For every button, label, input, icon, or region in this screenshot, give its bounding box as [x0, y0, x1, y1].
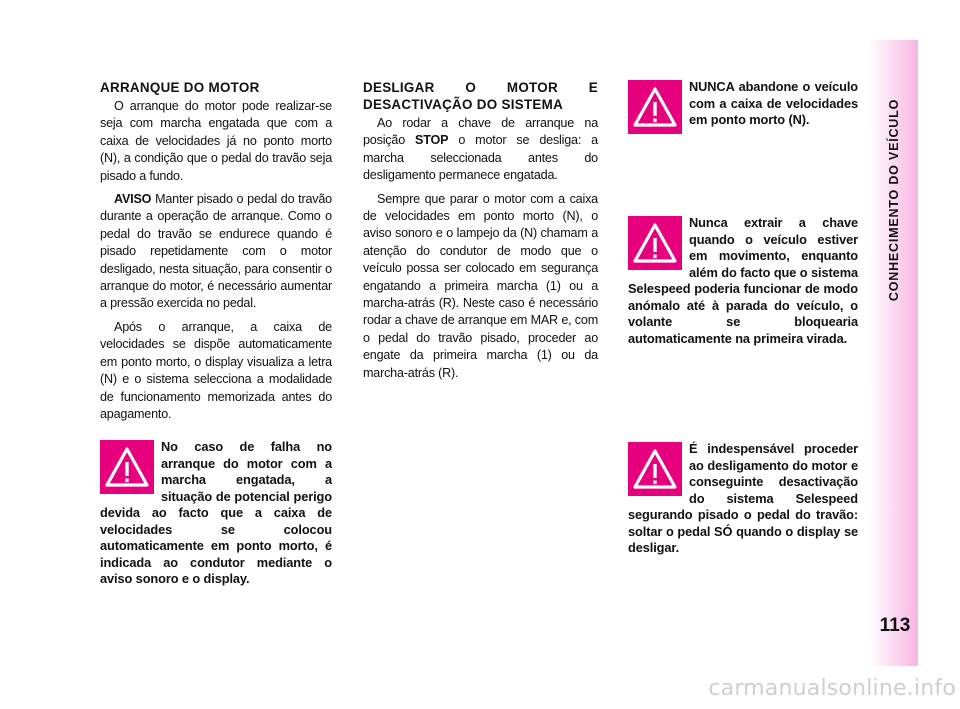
warning-text-start-failure: No caso de falha no arranque do motor com a marcha engatada, a situação de potencial perigo devida ao facto que a caixa de velocidades se colocou automaticamente em ponto morto, é indicada ao condutor mediante o aviso sonoro e o display.: [100, 439, 332, 586]
page-number: 113: [879, 615, 911, 636]
warning-box-brake: [628, 441, 858, 557]
warning-box-neutral: [628, 79, 858, 136]
paragraph-aviso: AVISO Manter pisado o pedal do travão durante a operação de arranque. Como o pedal do travão se endurece quando é pisado repetidamente com o motor desligado, nesta situação, para consentir o arranque do motor, é necessário aumentar a pressão exercida no pedal.: [100, 192, 332, 311]
paragraph-start-1: O arranque do motor pode realizar-se seja com marcha engatada que com a caixa de velocidades já no ponto morto (N), a condição que o pedal do travão seja pisado a fundo.: [100, 99, 332, 183]
column-engine-stop: [363, 79, 598, 388]
paragraph-stop-1: Ao rodar a chave de arranque na posição STOP o motor se desliga: a marcha seleccionada antes do desligamento permanece engatada.: [363, 116, 598, 183]
warning-triangle-icon: [628, 216, 682, 270]
section-title: [870, 40, 918, 360]
heading-engine-stop: DESLIGAR O MOTOR E DESACTIVAÇÃO DO SISTEMA: [363, 80, 598, 112]
warning-box-start-failure: [100, 439, 332, 588]
paragraph-stop-2: Sempre que parar o motor com a caixa de velocidades em ponto morto (N), o aviso sonoro e o lampejo da (N) chamam a atenção do condutor de modo que o veículo possa ser colocado em segurança engatando a primeira marcha (1) ou a marcha-atrás (R). Neste caso é necessário rodar a chave de arranque em MAR e, com o pedal do travão pisado, proceder ao engate da primeira marcha (1) ou da marcha-atrás (R).: [363, 191, 598, 380]
stop-keyword: STOP: [415, 133, 449, 148]
warning-box-key: [628, 215, 858, 347]
warning-triangle-icon: [628, 80, 682, 134]
warning-text-brake: É indespensável proceder ao desligamento do motor e conseguinte desactivação do sistema Selespeed segurando pisado o pedal do travão: soltar o pedal SÓ quando o display se desligar.: [628, 441, 858, 555]
aviso-label: AVISO: [114, 192, 152, 207]
warning-text-key: Nunca extrair a chave quando o veículo estiver em movimento, enquanto além do facto que o sistema Selespeed poderia funcionar de modo anómalo até à parada do veículo, o volante se bloquearia automaticamente na primeira virada.: [628, 215, 858, 346]
section-title-text: CONHECIMENTO DO VEÍCULO: [887, 98, 901, 302]
warning-triangle-icon: [628, 442, 682, 496]
warning-triangle-icon: [100, 440, 154, 494]
warning-text-neutral: NUNCA abandone o veículo com a caixa de velocidades em ponto morto (N).: [689, 79, 858, 127]
heading-engine-start: ARRANQUE DO MOTOR: [100, 80, 260, 95]
watermark: carmanualsonline.info: [708, 676, 956, 701]
column-engine-start: [100, 79, 332, 429]
paragraph-start-3: Após o arranque, a caixa de velocidades se dispõe automaticamente em ponto morto, o display visualiza a letra (N) e o sistema selecciona a modalidade de funcionamento memorizada antes do apagamento.: [100, 319, 332, 421]
